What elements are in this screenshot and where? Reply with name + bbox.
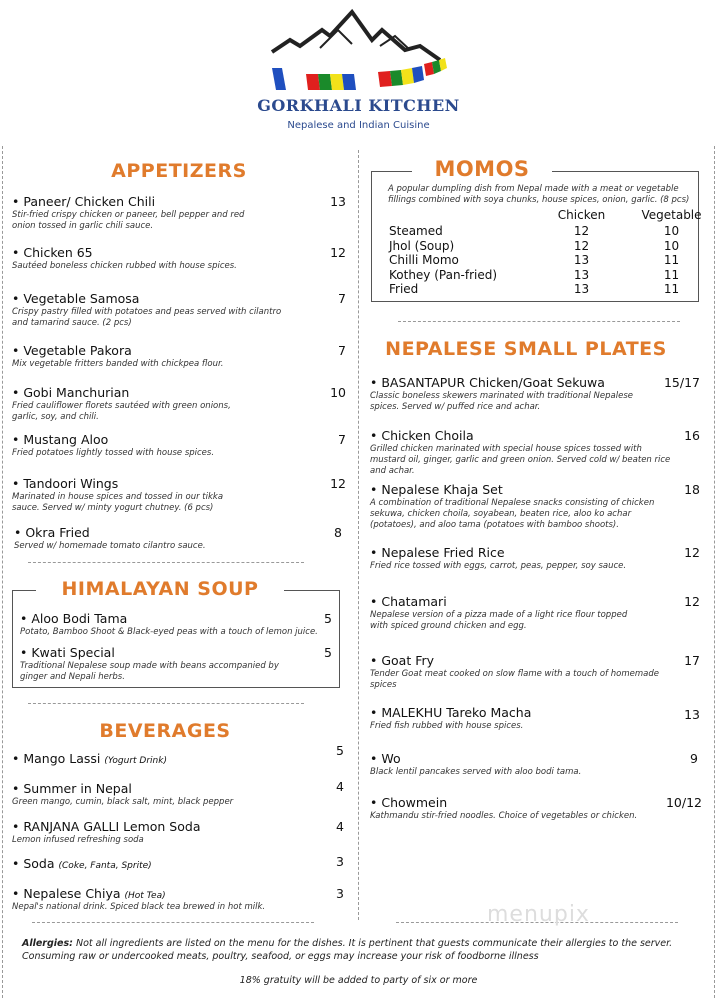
gratuity-notice: 18% gratuity will be added to party of six or more [239,975,478,986]
watermark: menupix [487,902,590,927]
item-price: 7 [338,432,346,447]
section-divider [398,321,680,322]
item-price: 13 [684,707,700,722]
momos-table-row: Chilli Momo 13 11 [389,253,680,267]
menu-item: • Kwati Special Traditional Nepalese soup made with beans accompanied by ginger and Nepali herbs. [20,645,279,682]
item-price: 17 [684,653,700,668]
menu-item: • Chicken 65 Sautéed boneless chicken rubbed with house spices. [12,245,237,271]
item-price: 3 [336,886,344,901]
momos-table-row: Fried 13 11 [389,282,680,296]
menu-item: • Nepalese Khaja Set A combination of traditional Nepalese snacks consisting of chicken sekuwa, chicken choila, soyabean, beaten rice, aloo ko achar (potatoes), and aloo tama (potatoes with bamboo shoots). [370,482,655,530]
menu-item: • Tandoori Wings Marinated in house spices and tossed in our tikka sauce. Served w/ minty yogurt chutney. (6 pcs) [12,476,224,513]
momos-table-row: Steamed 12 10 [389,224,680,238]
section-divider [32,922,314,923]
momos-table-header: Chicken Vegetable [557,208,702,222]
item-price: 7 [338,343,346,358]
item-price: 12 [684,594,700,609]
item-price: 15/17 [663,375,700,390]
mountain-logo-icon [0,0,717,96]
menu-item: • Nepalese Fried Rice Fried rice tossed with eggs, carrot, peas, pepper, soy sauce. [370,545,627,571]
menu-item: • MALEKHU Tareko Macha Fried fish rubbed with house spices. [370,705,532,731]
item-price: 10 [330,385,346,400]
menu-item: • Mango Lassi (Yogurt Drink) [12,751,167,766]
menu-item: • BASANTAPUR Chicken/Goat Sekuwa Classic boneless skewers marinated with traditional Nepalese spices. Served w/ puffed rice and achar. [370,375,633,412]
menu-item: • Chowmein Kathmandu stir-fried noodles. Choice of vegetables or chicken. [370,795,638,821]
item-price: 9 [690,751,698,766]
item-price: 12 [330,245,346,260]
menu-item: • Vegetable Pakora Mix vegetable fritters banded with chickpea flour. [12,343,224,369]
momos-description: A popular dumpling dish from Nepal made with a meat or vegetable fillings combined with soya chunks, house spices, onion, garlic. (8 pcs) [388,184,690,205]
menu-item: • Chatamari Nepalese version of a pizza made of a light rice flour topped with spiced ground chicken and egg. [370,594,628,631]
menu-item: • Chicken Choila Grilled chicken marinated with special house spices tossed with mustard oil, ginger, garlic and green onion. Served cold w/ beaten rice and achar. [370,428,671,476]
item-price: 3 [336,854,344,869]
item-price: 7 [338,291,346,306]
momos-price-table [389,208,717,297]
menu-item: • Goat Fry Tender Goat meat cooked on slow flame with a touch of homemade spices [370,653,659,690]
column-divider [358,150,359,920]
momos-table-row: Kothey (Pan-fried) 13 11 [389,267,680,282]
item-price: 8 [334,525,342,540]
restaurant-tagline: Nepalese and Indian Cuisine [287,120,430,131]
menu-item: • RANJANA GALLI Lemon Soda Lemon infused refreshing soda [12,819,201,845]
menu-item: • Gobi Manchurian Fried cauliflower florets sautéed with green onions, garlic, soy, and chili. [12,385,231,422]
menu-item: • Aloo Bodi Tama Potato, Bamboo Shoot & Black-eyed peas with a touch of lemon juice. [20,611,318,637]
beverages-heading: BEVERAGES [99,720,231,742]
section-divider [28,562,304,563]
item-price: 4 [336,779,344,794]
menu-item: • Vegetable Samosa Crispy pastry filled with potatoes and peas served with cilantro and tamarind sauce. (2 pcs) [12,291,282,328]
header [0,0,717,140]
menu-item: • Paneer/ Chicken Chili Stir-fried crispy chicken or paneer, bell pepper and red onion tossed in garlic chili sauce. [12,194,245,231]
menu-item: • Okra Fried Served w/ homemade tomato cilantro sauce. [14,525,206,551]
menu-item: • Mustang Aloo Fried potatoes lightly tossed with house spices. [12,432,215,458]
item-price: 12 [330,476,346,491]
small-plates-heading: NEPALESE SMALL PLATES [385,338,667,360]
item-price: 5 [336,743,344,758]
item-price: 18 [684,482,700,497]
restaurant-name: GORKHALI KITCHEN [257,96,460,115]
item-price: 4 [336,819,344,834]
item-price: 10/12 [665,795,702,810]
appetizers-heading: APPETIZERS [111,160,247,182]
allergy-notice: Allergies: Not all ingredients are listed on the menu for the dishes. It is pertinent that guests communicate their allergies to the server. [22,938,673,949]
menu-item: • Soda (Coke, Fanta, Sprite) [12,856,152,871]
allergy-notice-line2: Consuming raw or undercooked meats, poultry, seafood, or eggs may increase your risk of foodborne illness [22,951,539,962]
momos-heading: MOMOS [412,157,552,181]
item-price: 5 [324,645,332,660]
item-price: 16 [684,428,700,443]
item-price: 12 [684,545,700,560]
item-price: 5 [324,611,332,626]
soup-heading: HIMALAYAN SOUP [36,578,284,600]
menu-item: • Nepalese Chiya (Hot Tea) Nepal's national drink. Spiced black tea brewed in hot milk. [12,886,266,912]
item-price: 13 [330,194,346,209]
menu-item: • Wo Black lentil pancakes served with aloo bodi tama. [370,751,582,777]
menu-item: • Summer in Nepal Green mango, cumin, black salt, mint, black pepper [12,781,234,807]
momos-table-row: Jhol (Soup) 12 10 [389,238,680,253]
section-divider [28,703,304,704]
